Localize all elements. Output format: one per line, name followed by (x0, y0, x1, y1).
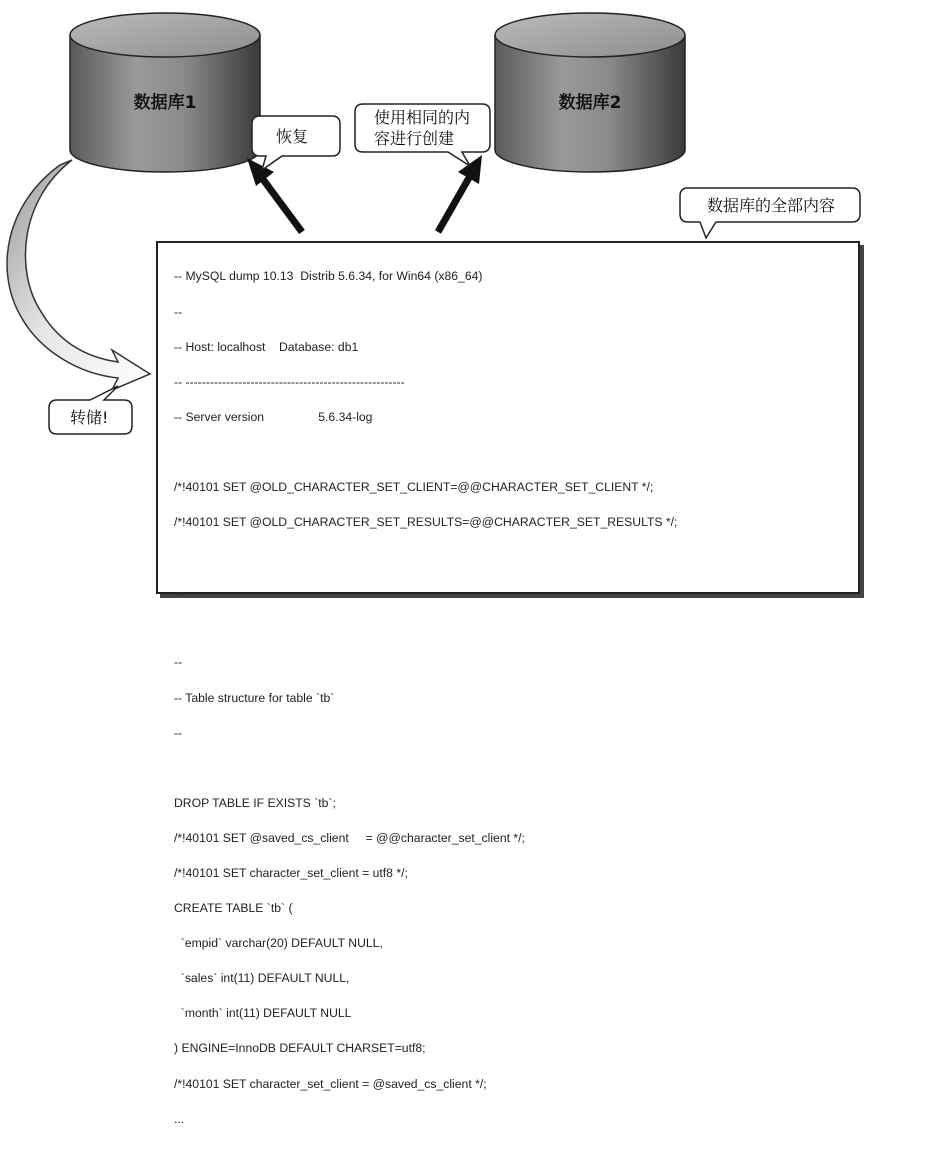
dump-line: `month` int(11) DEFAULT NULL (174, 1006, 352, 1021)
dump-curved-arrow (7, 160, 150, 390)
dump-line: /*!40101 SET @OLD_CHARACTER_SET_CLIENT=@@CHARACTER_SET_CLIENT */; (174, 479, 654, 494)
dump-line: `sales` int(11) DEFAULT NULL, (174, 971, 350, 986)
create-callout-text-line1: 使用相同的内 (374, 108, 471, 127)
restore-callout-text: 恢复 (276, 127, 309, 146)
dump-line (174, 552, 677, 564)
dump-line: -- Server version 5.6.34-log (174, 409, 373, 424)
dump-callout-text: 转储! (70, 408, 109, 427)
restore-arrow (247, 158, 302, 232)
database-2-label: 数据库2 (558, 93, 622, 113)
create-arrow (438, 155, 482, 232)
dump-line: ) ENGINE=InnoDB DEFAULT CHARSET=utf8; (174, 1041, 426, 1056)
dump-line (174, 447, 677, 459)
dump-line: /*!40101 SET character_set_client = utf8 */; (174, 866, 408, 880)
dump-line: `empid` varchar(20) DEFAULT NULL, (174, 936, 383, 951)
dump-line: -- Table structure for table `tb` (174, 690, 335, 705)
dump-text (174, 248, 677, 1149)
dump-line: /*!40101 SET character_set_client = @saved_cs_client */; (174, 1076, 487, 1091)
full-content-callout-text: 数据库的全部内容 (707, 196, 836, 215)
dump-line: ... (174, 585, 185, 600)
dump-file-box (156, 241, 860, 1126)
dump-line (174, 622, 677, 634)
dump-line: /*!40101 SET @saved_cs_client = @@character_set_client */; (174, 830, 525, 845)
dump-line: -- Host: localhost Database: db1 (174, 339, 359, 354)
dump-line: CREATE TABLE `tb` ( (174, 901, 293, 916)
dump-line: -- (174, 725, 183, 740)
dump-line (174, 763, 677, 775)
database-1-label: 数据库1 (133, 93, 197, 113)
create-callout-text-line2: 容进行创建 (374, 129, 455, 148)
dump-line: -- (174, 304, 183, 319)
dump-line: -- (174, 655, 183, 670)
dump-line: -- MySQL dump 10.13 Distrib 5.6.34, for Win64 (x86_64) (174, 269, 483, 284)
dump-line: DROP TABLE IF EXISTS `tb`; (174, 795, 336, 810)
dump-line: -- ------------------------------------------------------ (174, 374, 405, 389)
dump-line: /*!40101 SET @OLD_CHARACTER_SET_RESULTS=@@CHARACTER_SET_RESULTS */; (174, 515, 678, 530)
dump-line: ... (174, 1111, 185, 1126)
